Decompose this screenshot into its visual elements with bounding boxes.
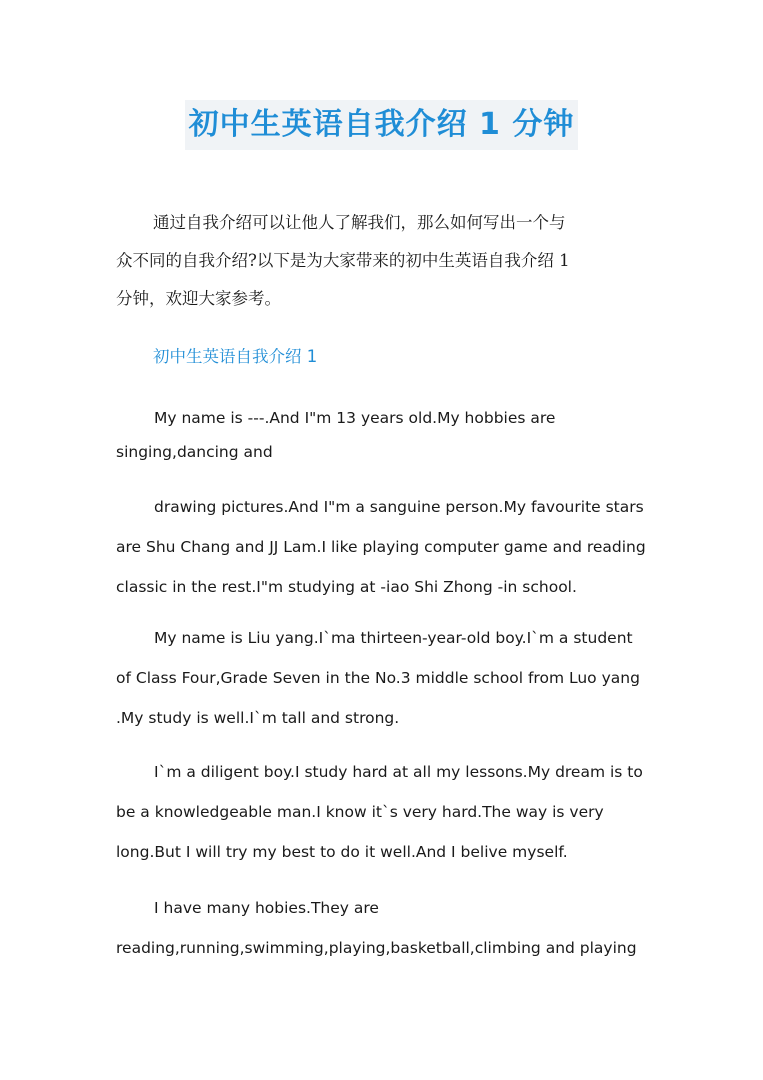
paragraph-4 (116, 752, 651, 872)
paragraph-line: of Class Four,Grade Seven in the No.3 middle school from Luo yang (116, 669, 640, 687)
paragraph-line: are Shu Chang and JJ Lam.I like playing computer game and reading (116, 538, 646, 556)
paragraph-line: I have many hobies.They are (154, 899, 379, 917)
paragraph-line: be a knowledgeable man.I know it`s very hard.The way is very (116, 803, 604, 821)
paragraph-line: reading,running,swimming,playing,basketball,climbing and playing (116, 939, 637, 957)
paragraph-line: classic in the rest.I"m studying at -iao Shi Zhong -in school. (116, 578, 577, 596)
intro-paragraph (116, 204, 646, 318)
paragraph-line: .My study is well.I`m tall and strong. (116, 709, 400, 727)
intro-line: 分钟，欢迎大家参考。 (116, 289, 281, 308)
title-container (0, 100, 763, 150)
paragraph-1 (116, 398, 651, 472)
paragraph-line: My name is ---.And I"m 13 years old.My hobbies are (154, 409, 556, 427)
paragraph-5 (116, 888, 651, 968)
paragraph-line: drawing pictures.And I"m a sanguine person.My favourite stars (154, 498, 644, 516)
paragraph-3 (116, 618, 651, 738)
intro-line: 通过自我介绍可以让他人了解我们，那么如何写出一个与 (153, 213, 566, 232)
paragraph-line: My name is Liu yang.I`ma thirteen-year-old boy.I`m a student (154, 629, 633, 647)
paragraph-line: I`m a diligent boy.I study hard at all my lessons.My dream is to (154, 763, 643, 781)
intro-line: 众不同的自我介绍?以下是为大家带来的初中生英语自我介绍 1 (116, 251, 570, 270)
document-title: 初中生英语自我介绍 1 分钟 (185, 100, 579, 150)
paragraph-line: singing,dancing and (116, 443, 273, 461)
paragraph-2 (116, 487, 651, 607)
section-heading: 初中生英语自我介绍 1 (153, 347, 318, 366)
paragraph-line: long.But I will try my best to do it well.And I belive myself. (116, 843, 568, 861)
